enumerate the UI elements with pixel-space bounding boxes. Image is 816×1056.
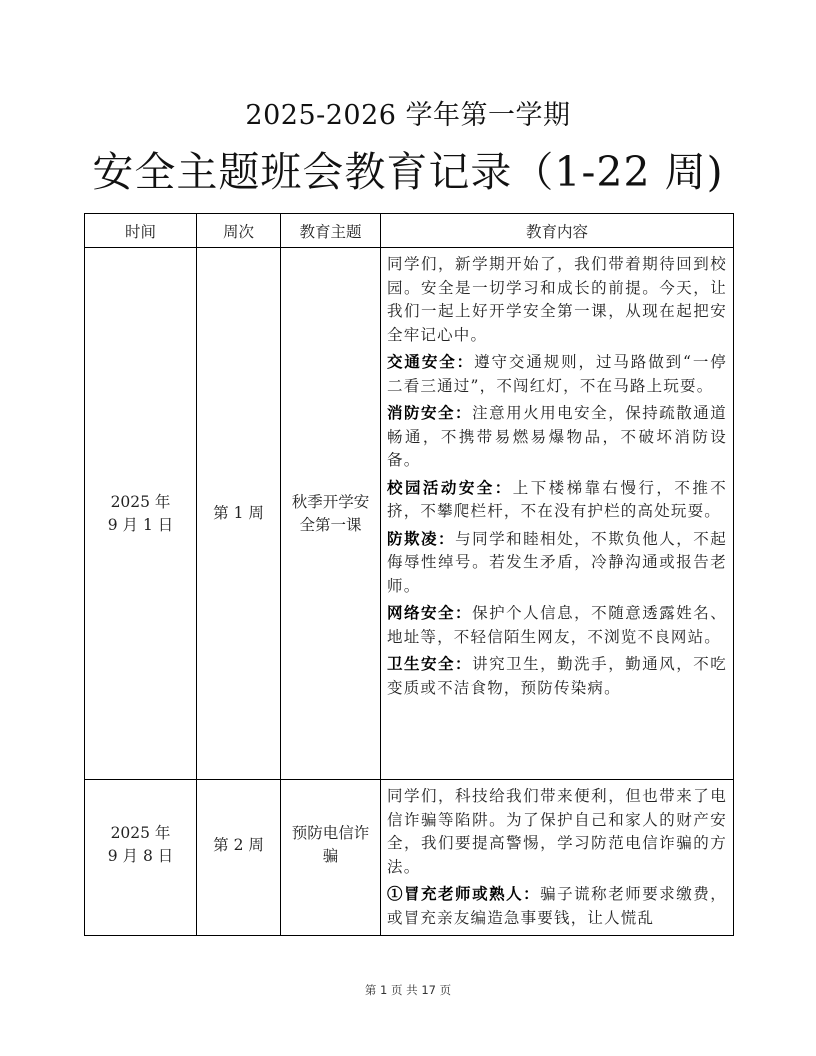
content-clip: [387, 785, 727, 935]
item-label: 防欺凌：: [387, 528, 456, 548]
column-header-week: 周次: [197, 214, 281, 248]
column-header-topic: 教育主题: [281, 214, 381, 248]
content-item: [387, 652, 727, 700]
item-text: 讲究卫生，勤洗手，勤通风，不吃变质或不洁食物，预防传染病。: [387, 655, 727, 697]
content-item: [387, 401, 727, 473]
content-item: [387, 476, 727, 524]
item-label: 消防安全：: [387, 403, 473, 422]
item-label: 卫生安全：: [387, 654, 473, 673]
topic-label: 预防电信诈骗: [291, 824, 370, 865]
item-text: 注意用火用电安全，保持疏散通道畅通，不携带易燃易爆物品，不破坏消防设备。: [387, 404, 727, 469]
table-row: [85, 248, 734, 780]
document-subtitle: 2025-2026 学年第一学期: [245, 100, 571, 131]
content-item: [387, 601, 727, 649]
date-year: 2025 年: [110, 824, 171, 842]
topic-cell: 秋季开学安全第一课: [281, 248, 381, 780]
item-text: 上下楼梯靠右慢行，不推不挤，不攀爬栏杆，不在没有护栏的高处玩耍。: [387, 478, 727, 520]
item-text: 遵守交通规则，过马路做到“一停二看三通过”，不闯红灯，不在马路上玩耍。: [387, 353, 727, 395]
column-header-date: 时间: [85, 214, 197, 248]
content-intro: 同学们，科技给我们带来便利，但也带来了电信诈骗等陷阱。为了保护自己和家人的财产安全，我们要提高警惕，学习防范电信诈骗的方法。: [387, 787, 727, 876]
item-label: ①冒充老师或熟人：: [387, 884, 541, 903]
date-day: 9 月 8 日: [107, 847, 174, 865]
content-intro: 同学们，新学期开始了，我们带着期待回到校园。安全是一切学习和成长的前提。今天，让我们一起上好开学安全第一课，从现在起把安全牢记心中。: [387, 255, 727, 344]
date-day: 9 月 1 日: [107, 515, 174, 534]
date-cell: [85, 248, 197, 780]
item-text: 与同学和睦相处，不欺负他人，不起侮辱性绰号。若发生矛盾，冷静沟通或报告老师。: [387, 529, 727, 595]
content-cell: [381, 248, 734, 780]
column-header-content: 教育内容: [381, 214, 734, 248]
content-cell: [381, 780, 734, 936]
date-cell: [85, 780, 197, 936]
item-label: 交通安全：: [387, 352, 475, 371]
week-label: 第 2 周: [213, 836, 264, 854]
week-cell: 第 1 周: [197, 248, 281, 780]
safety-record-table: [84, 213, 734, 936]
topic-cell: [281, 780, 381, 936]
page-footer: 第 1 页 共 17 页: [364, 983, 452, 997]
content-item: [387, 882, 727, 930]
table-header-row: [85, 214, 734, 248]
content-item: [387, 527, 727, 599]
item-text: 骗子谎称老师要求缴费，或冒充亲友编造急事要钱，让人慌乱: [387, 885, 727, 927]
content-item: [387, 350, 727, 398]
date-year: 2025 年: [110, 492, 171, 511]
week-cell: [197, 780, 281, 936]
item-label: 网络安全：: [387, 603, 473, 622]
table-row: [85, 780, 734, 936]
item-label: 校园活动安全：: [387, 477, 513, 497]
item-text: 保护个人信息，不随意透露姓名、地址等，不轻信陌生网友，不浏览不良网站。: [387, 604, 727, 646]
document-title: 安全主题班会教育记录（1-22 周): [92, 148, 724, 196]
